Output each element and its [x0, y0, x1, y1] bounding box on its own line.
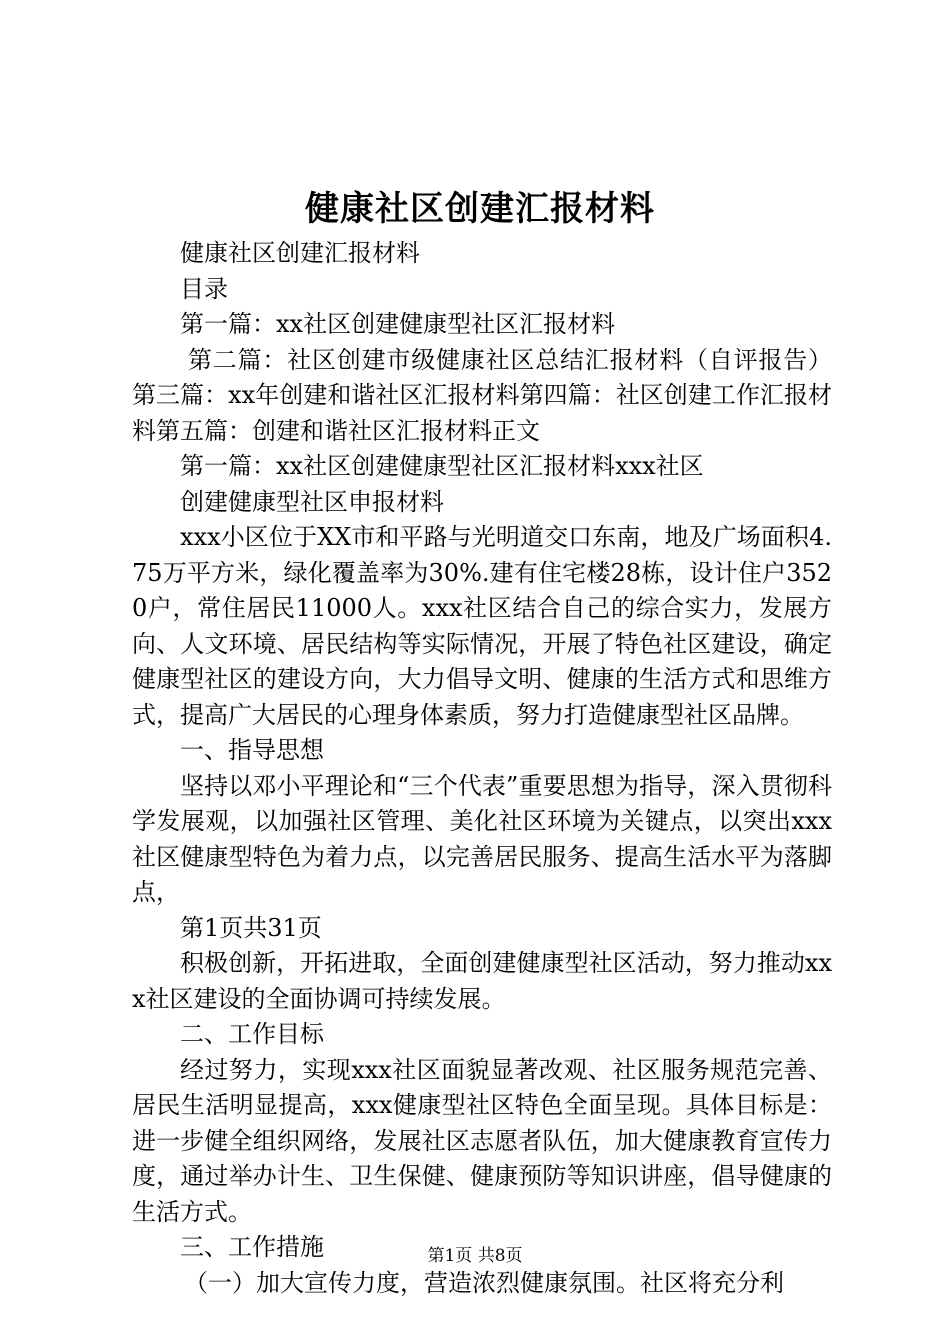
paragraph: 第二篇：社区创建市级健康社区总结汇报材料（自评报告）第三篇：xx年创建和谐社区汇报材料第四篇：社区创建工作汇报材料第五篇：创建和谐社区汇报材料正文	[132, 345, 832, 445]
paragraph: 一、指导思想	[180, 736, 324, 764]
document-body	[132, 236, 832, 1301]
paragraph: 积极创新，开拓进取，全面创建健康型社区活动，努力推动xxx社区建设的全面协调可持续发展。	[132, 949, 832, 1013]
page-footer: 第1页 共8页	[427, 1246, 523, 1266]
paragraph: 创建健康型社区申报材料	[180, 487, 444, 516]
paragraph: 第一篇：xx社区创建健康型社区汇报材料xxx社区	[180, 452, 704, 480]
paragraph: 经过努力，实现xxx社区面貌显著改观、社区服务规范完善、居民生活明显提高，xxx健康型社区特色全面呈现。具体目标是：进一步健全组织网络，发展社区志愿者队伍，加大健康教育宣传力度，通过举办计生、卫生保健、健康预防等知识讲座，倡导健康的生活方式。	[132, 1055, 832, 1226]
paragraph: 二、工作目标	[180, 1020, 324, 1048]
paragraph: 健康社区创建汇报材料	[180, 239, 420, 267]
paragraph: 坚持以邓小平理论和“三个代表”重要思想为指导，深入贯彻科学发展观，以加强社区管理、美化社区环境为关键点，以突出xxx社区健康型特色为着力点，以完善居民服务、提高生活水平为落脚点，	[132, 771, 832, 906]
document-title: 健康社区创建汇报材料	[305, 189, 655, 229]
paragraph: 三、工作措施	[180, 1233, 324, 1261]
paragraph: xxx小区位于XX市和平路与光明道交口东南，地及广场面积4.75万平方米，绿化覆盖率为30%.建有住宅楼28栋，设计住户3520户，常住居民11000人。xxx社区结合自己的综合实力，发展方向、人文环境、居民结构等实际情况，开展了特色社区建设，确定健康型社区的建设方向，大力倡导文明、健康的生活方式和思维方式，提高广大居民的心理身体素质，努力打造健康型社区品牌。	[132, 523, 832, 729]
paragraph: （一）加大宣传力度，营造浓烈健康氛围。社区将充分利	[184, 1268, 784, 1297]
paragraph: 第一篇：xx社区创建健康型社区汇报材料	[180, 310, 616, 338]
paragraph: 目录	[180, 274, 228, 303]
paragraph: 第1页共31页	[180, 913, 322, 942]
